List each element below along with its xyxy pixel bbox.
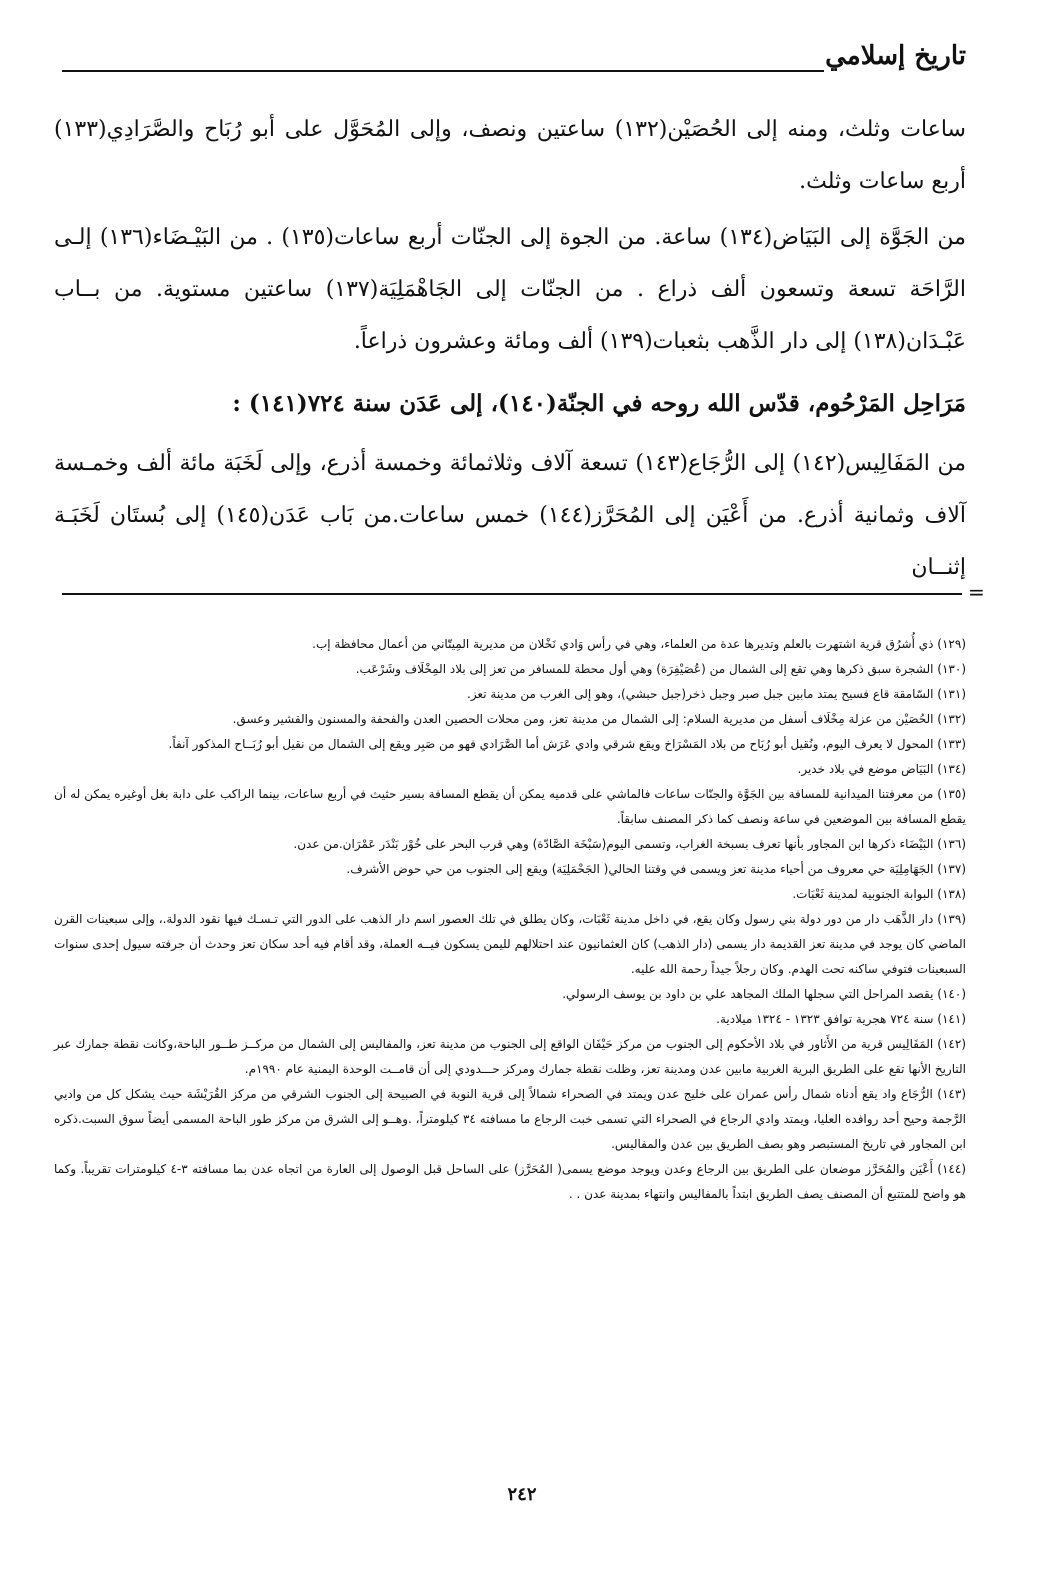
footnote-144: (١٤٤) أَعْيَن والمُحَرَّز موضعان على الطريق بين الرجاع وعدن ويوجد موضع يسمى( المُحَرَّز) على الساحل قبل الوصول إلى العارة من اتجاه عدن بما مسافته ٣-٤ كيلومترات تقريباً. وكما هو واضح للمتتبع أن المصنف يصف الطريق ابتداً بالمفاليس وانتهاء بمدينة عدن . . bbox=[54, 1162, 966, 1201]
page-number: ٢٤٢ bbox=[507, 1484, 537, 1505]
footnote-143: (١٤٣) الرُّجَاع واد يقع أدناه شمال رأس عمران على خليج عدن ويمتد في الصحراء شمالاً إلى قرية النوبة في الصبيحة إلى الجنوب الشرقي من مركز القُرَيْشَة حيث يشكل كل من واديي الرَّجمة وحيح أحد روافده العليا، ويمتد وادي الرجاع في الصحراء التي تسمى خبت الرجاع ما مسافته ٣٤ كيلومتراً، .وهــو إلى الشرق من مركز طور الباحة المسمى أيضاً سوق السبت.ذكره ابن المجاور في تاريخ المستبصر وهو بصف الطريق بين عدن والمفاليس. bbox=[54, 1087, 966, 1151]
footnote-137: (١٣٧) الجَهَامِلِيَة حي معروف من أحياء مدينة تعز ويسمى في وقتنا الحالي( الجَحْمَلِيَة) ويقع إلى الجنوب من حي حوض الأشرف. bbox=[346, 862, 966, 876]
running-header: تاريخ إسلامي bbox=[825, 41, 966, 71]
body-paragraph-2 bbox=[54, 212, 966, 368]
footnote-136: (١٣٦) البَيْضَاء ذكرها ابن المجاور بأنها تعرف بسبخة الغراب، وتسمى اليوم(سَبْخَة الصَّادّة) وهي قرب البحر على خُوْر بَنْدَر عَمْرَان.من عدن. bbox=[293, 837, 966, 851]
footnote-129: (١٢٩) ذي أُشرُق قرية اشتهرت بالعلم وتديرها عدة من العلماء، وهي في رأس وَادي نَخْلان من مديرية المِيتّاني من أعمال محافظة إب. bbox=[312, 637, 966, 651]
footnote-131: (١٣١) السّامقة قاع فسيح يمتد مابين جبل صبر وجبل ذخر(جبل حبشي)، وهو إلى الغرب من مدينة تعز. bbox=[467, 687, 966, 701]
header-rule bbox=[62, 70, 824, 72]
footnote-132: (١٣٢) الحُصَيْن من عزلة مِخْلَاف أسفل من مديرية السلام: إلى الشمال من مدينة تعز، ومن محلات الحصين العدن والفحفة والمسنون والقشير وعسق. bbox=[232, 712, 966, 726]
footnote-133: (١٣٣) المحول لا يعرف اليوم، ونُقيل أبو رُبَاح من بلاد المَسْرَاخ ويقع شرقي وادي عَرَش أما الصَّرَادي فهو من صَبِر ويقع إلى الشمال من نقيل أبو رُبَــاح المذكور آنفاً. bbox=[168, 737, 966, 751]
footnote-140: (١٤٠) يقصد المراحل التي سجلها الملك المجاهد علي بن داود بن يوسف الرسولي. bbox=[562, 987, 966, 1001]
footnote-138: (١٣٨) البوابة الجنوبية لمدينة ثَعْبَات. bbox=[792, 887, 966, 901]
footnote-135: (١٣٥) من معرفتنا الميدانية للمسافة بين الجَوَّة والجنّات ساعات فالماشي على قدميه يمكن أن يقطع المسافة بسير حثيث في أربع ساعات، بينما الراكب على دابة بغل أوغيره يمكن له أن يقطع المسافة بين الموضعين في ساعة ونصف كما ذكر المصنف سابقاً. bbox=[54, 787, 966, 826]
footnote-separator bbox=[62, 593, 962, 595]
body-text: ساعات وثلث، ومنه إلى الحُصَيْن(١٣٢) ساعتين ونصف، وإلى المُحَوَّل على أبو رُبَاح والصَّرَادِي(١٣٣) أربع ساعات وثلث. bbox=[54, 117, 966, 194]
footnote-134: (١٣٤) البَيَاض موضع في بلاد خدير. bbox=[797, 762, 966, 776]
footnote-142: (١٤٢) المَفَالِيس قرية من الأَثاور في بلاد الأحكوم إلى الجنوب من مركز حَيْفَان الواقع إلى الجنوب من مدينة تعز، والمفاليس إلى الشمال من مركــز طــور الباحة،وكانت نقطة جمارك عبر التاريخ الأنها تقع على الطريق البرية الغربية مابين عدن ومدينة تعز، وظلت نقطة جمارك ومركز حـــدودي إلى أن قامــت الوحدة اليمنية عام ١٩٩٠م. bbox=[54, 1037, 966, 1076]
footnote-separator-mark: = bbox=[968, 580, 985, 604]
footnotes bbox=[54, 632, 966, 1207]
body-paragraph-4 bbox=[54, 438, 966, 594]
body-text: من الجَوَّة إلى البَيَاض(١٣٤) ساعة. من الجوة إلى الجنّات أربع ساعات(١٣٥) . من البَيْـضَاء(١٣٦) إلـى الرَّاحَة تسعة وتسعون ألف ذراع . من الجنّات إلى الجَاهْمَلِيَة(١٣٧) ساعتين مستوية. من بــاب عَبْـدَان(١٣٨) إلى دار الذَّهب بثعبات(١٣٩) ألف ومائة وعشرون ذراعاً. bbox=[54, 225, 966, 354]
footnote-139: (١٣٩) دار الذَّهَب دار من دور دولة بني رسول وكان يقع، في داخل مدينة ثَعْبَات، وكان يطلق في تلك العصور اسم دار الذهب على الدور التي تـسـك فيها نقود الدولة.، وإلى سبعينات القرن الماضي كان يوجد في مدينة تعز القديمة دار يسمى (دار الذهب) كان العثمانيون عند احتلالهم لليمن يسكون فيــه العملة، وقد أقام فيه أحد سكان تعز وحدث أن جرفته سيول إحدى سنوات السبعينات فتوفي ساكنه تحت الهدم. وكان رجلاً جيداً رحمة الله عليه. bbox=[54, 912, 966, 976]
footnote-141: (١٤١) سنة ٧٢٤ هجرية توافق ١٣٢٣ - ١٣٢٤ ميلادية. bbox=[716, 1012, 966, 1026]
body-text: من المَفَالِيس(١٤٢) إلى الرُّجَاع(١٤٣) تسعة آلاف وثلاثمائة وخمسة أذرع، وإلى لَخَبَة مائة ألف وخمـسة آلاف وثمانية أذرع. من أَعْيَن إلى المُحَرَّز(١٤٤) خمس ساعات.من بَاب عَدَن(١٤٥) إلى بُستَان لَخَبَـة إثنــان bbox=[54, 451, 966, 580]
footnote-130: (١٣٠) الشجرة سبق ذكرها وهي تقع إلى الشمال من (عُصَيْفِرَة) وهي أول محطة للمسافر من تعز إلى بلاد المِخْلَاف وشَرْعَب. bbox=[355, 662, 966, 676]
body-paragraph-1 bbox=[54, 104, 966, 208]
section-heading-text: مَرَاحِل المَرْحُوم، قدّس الله روحه في الجنّة(١٤٠)، إلى عَدَن سنة ٧٢٤(١٤١) : bbox=[232, 390, 966, 417]
section-heading bbox=[54, 378, 966, 430]
